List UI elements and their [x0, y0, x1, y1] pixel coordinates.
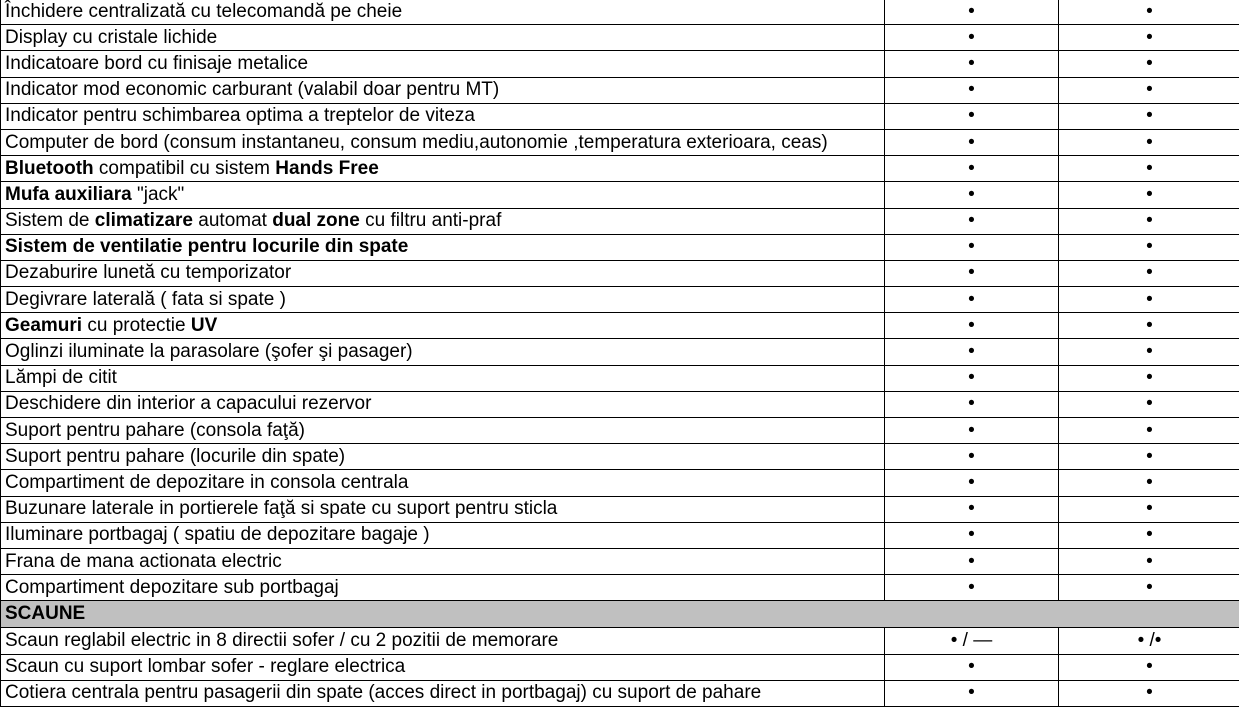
- feature-label-part: Deschidere din interior a capacului rezervor: [5, 393, 371, 414]
- table-row: [1, 51, 1239, 77]
- availability-mark-trim-2: •: [1059, 365, 1239, 391]
- section-header-row: [1, 601, 1239, 628]
- feature-label-part: Indicatoare bord cu finisaje metalice: [5, 53, 308, 74]
- table-row: [1, 575, 1239, 601]
- table-row: [1, 680, 1239, 706]
- feature-label-part: Computer de bord (consum instantaneu, consum mediu,autonomie ,temperatura exterioara, ceas): [5, 132, 828, 153]
- availability-mark-trim-2: •: [1059, 418, 1239, 444]
- feature-label-part: Iluminare portbagaj ( spatiu de depozitare bagaje ): [5, 524, 430, 545]
- availability-mark-trim-1: •: [885, 260, 1059, 286]
- availability-mark-trim-2: •: [1059, 156, 1239, 182]
- availability-mark-trim-1: •: [885, 0, 1059, 25]
- feature-label-part: Frana de mana actionata electric: [5, 551, 282, 572]
- availability-mark-trim-2: •: [1059, 129, 1239, 155]
- table-row: [1, 208, 1239, 234]
- availability-mark-trim-1: •: [885, 129, 1059, 155]
- table-row: [1, 103, 1239, 129]
- feature-label: [1, 522, 885, 548]
- feature-label-part: Lămpi de citit: [5, 367, 117, 388]
- feature-label-bold-part: UV: [191, 315, 217, 336]
- availability-mark-trim-2: •: [1059, 654, 1239, 680]
- availability-mark-trim-1: •: [885, 575, 1059, 601]
- table-row: [1, 522, 1239, 548]
- feature-label-part: cu filtru anti-praf: [360, 210, 502, 231]
- table-row: [1, 391, 1239, 417]
- feature-label: [1, 129, 885, 155]
- availability-mark-trim-1: •: [885, 365, 1059, 391]
- availability-mark-trim-1: •: [885, 680, 1059, 706]
- feature-label: [1, 156, 885, 182]
- feature-label-bold-part: Hands Free: [275, 158, 378, 179]
- feature-label: [1, 391, 885, 417]
- table-row: [1, 444, 1239, 470]
- table-row: [1, 339, 1239, 365]
- availability-mark-trim-1: •: [885, 25, 1059, 51]
- availability-mark-trim-2: •: [1059, 25, 1239, 51]
- availability-mark-trim-1: •: [885, 103, 1059, 129]
- availability-mark-trim-2: •: [1059, 234, 1239, 260]
- feature-label-part: automat: [193, 210, 272, 231]
- feature-label: [1, 234, 885, 260]
- table-row: [1, 470, 1239, 496]
- table-row: [1, 654, 1239, 680]
- feature-label-part: Dezaburire lunetă cu temporizator: [5, 262, 291, 283]
- availability-mark-trim-1: •: [885, 234, 1059, 260]
- feature-label: [1, 313, 885, 339]
- feature-label: [1, 418, 885, 444]
- feature-label: [1, 0, 885, 25]
- availability-mark-trim-1: •: [885, 156, 1059, 182]
- availability-mark-trim-1: •: [885, 51, 1059, 77]
- feature-label-part: "jack": [132, 184, 185, 205]
- feature-label-bold-part: Bluetooth: [5, 158, 94, 179]
- feature-label: [1, 575, 885, 601]
- table-row: [1, 365, 1239, 391]
- feature-label: [1, 496, 885, 522]
- feature-label: [1, 260, 885, 286]
- feature-label-part: Indicator pentru schimbarea optima a treptelor de viteza: [5, 105, 475, 126]
- feature-label: [1, 51, 885, 77]
- availability-mark-trim-2: •: [1059, 313, 1239, 339]
- feature-label: [1, 287, 885, 313]
- feature-label-part: Închidere centralizată cu telecomandă pe cheie: [5, 1, 402, 22]
- availability-mark-trim-2: •: [1059, 103, 1239, 129]
- table-row: [1, 156, 1239, 182]
- feature-label-part: Display cu cristale lichide: [5, 27, 217, 48]
- availability-mark-trim-1: •: [885, 548, 1059, 574]
- availability-mark-trim-2: •: [1059, 548, 1239, 574]
- feature-label-part: Compartiment de depozitare in consola centrala: [5, 472, 408, 493]
- feature-label: [1, 103, 885, 129]
- table-row: [1, 548, 1239, 574]
- feature-label-part: Compartiment depozitare sub portbagaj: [5, 577, 339, 598]
- availability-mark-trim-2: •: [1059, 470, 1239, 496]
- feature-label: [1, 470, 885, 496]
- availability-mark-trim-2: •: [1059, 208, 1239, 234]
- availability-mark-trim-1: •: [885, 182, 1059, 208]
- availability-mark-trim-2: •: [1059, 287, 1239, 313]
- availability-mark-trim-1: •: [885, 77, 1059, 103]
- equipment-table-body: [1, 0, 1239, 706]
- feature-label-part: Degivrare laterală ( fata si spate ): [5, 289, 286, 310]
- availability-mark-trim-2: •: [1059, 496, 1239, 522]
- availability-mark-trim-2: •: [1059, 522, 1239, 548]
- feature-label: [1, 77, 885, 103]
- availability-mark-trim-2: •: [1059, 680, 1239, 706]
- table-row: [1, 260, 1239, 286]
- feature-label-bold-part: Sistem de ventilatie pentru locurile din spate: [5, 236, 408, 257]
- table-row: [1, 25, 1239, 51]
- feature-label: [1, 628, 885, 654]
- availability-mark-trim-2: •: [1059, 444, 1239, 470]
- feature-label-bold-part: Geamuri: [5, 315, 82, 336]
- feature-label-bold-part: dual zone: [272, 210, 360, 231]
- availability-mark-trim-1: •: [885, 313, 1059, 339]
- availability-mark-trim-2: •: [1059, 51, 1239, 77]
- availability-mark-trim-2: •: [1059, 0, 1239, 25]
- table-row: [1, 0, 1239, 25]
- feature-label-part: Indicator mod economic carburant (valabil doar pentru MT): [5, 79, 499, 100]
- availability-mark-trim-2: •: [1059, 182, 1239, 208]
- feature-label: [1, 182, 885, 208]
- table-row: [1, 418, 1239, 444]
- table-row: [1, 313, 1239, 339]
- section-title: SCAUNE: [1, 601, 1239, 628]
- feature-label-part: Scaun cu suport lombar sofer - reglare electrica: [5, 656, 405, 677]
- table-row: [1, 182, 1239, 208]
- table-row: [1, 234, 1239, 260]
- availability-mark-trim-2: •: [1059, 77, 1239, 103]
- availability-mark-trim-1: •: [885, 391, 1059, 417]
- availability-mark-trim-2: • /•: [1059, 628, 1239, 654]
- table-row: [1, 129, 1239, 155]
- feature-label-part: Sistem de: [5, 210, 95, 231]
- availability-mark-trim-2: •: [1059, 260, 1239, 286]
- availability-mark-trim-1: •: [885, 339, 1059, 365]
- feature-label-part: Oglinzi iluminate la parasolare (şofer şi pasager): [5, 341, 413, 362]
- feature-label: [1, 548, 885, 574]
- table-row: [1, 628, 1239, 654]
- availability-mark-trim-1: •: [885, 287, 1059, 313]
- table-row: [1, 496, 1239, 522]
- feature-label: [1, 680, 885, 706]
- availability-mark-trim-1: •: [885, 208, 1059, 234]
- feature-label: [1, 365, 885, 391]
- feature-label-part: Buzunare laterale in portierele faţă si spate cu suport pentru sticla: [5, 498, 557, 519]
- table-row: [1, 77, 1239, 103]
- availability-mark-trim-1: •: [885, 654, 1059, 680]
- feature-label-part: Cotiera centrala pentru pasagerii din spate (acces direct in portbagaj) cu suport de pahare: [5, 682, 761, 703]
- availability-mark-trim-2: •: [1059, 391, 1239, 417]
- availability-mark-trim-2: •: [1059, 339, 1239, 365]
- feature-label-part: compatibil cu sistem: [94, 158, 276, 179]
- table-row: [1, 287, 1239, 313]
- availability-mark-trim-1: •: [885, 496, 1059, 522]
- availability-mark-trim-1: •: [885, 470, 1059, 496]
- feature-label-part: Suport pentru pahare (locurile din spate): [5, 446, 345, 467]
- availability-mark-trim-1: • / —: [885, 628, 1059, 654]
- feature-label: [1, 25, 885, 51]
- feature-label-part: cu protectie: [82, 315, 191, 336]
- feature-label-part: Scaun reglabil electric in 8 directii sofer / cu 2 pozitii de memorare: [5, 630, 558, 651]
- feature-label: [1, 654, 885, 680]
- availability-mark-trim-1: •: [885, 522, 1059, 548]
- availability-mark-trim-1: •: [885, 444, 1059, 470]
- feature-label: [1, 444, 885, 470]
- feature-label-part: Suport pentru pahare (consola faţă): [5, 420, 305, 441]
- feature-label-bold-part: climatizare: [95, 210, 193, 231]
- feature-label-bold-part: Mufa auxiliara: [5, 184, 132, 205]
- availability-mark-trim-2: •: [1059, 575, 1239, 601]
- feature-label: [1, 208, 885, 234]
- feature-label: [1, 339, 885, 365]
- availability-mark-trim-1: •: [885, 418, 1059, 444]
